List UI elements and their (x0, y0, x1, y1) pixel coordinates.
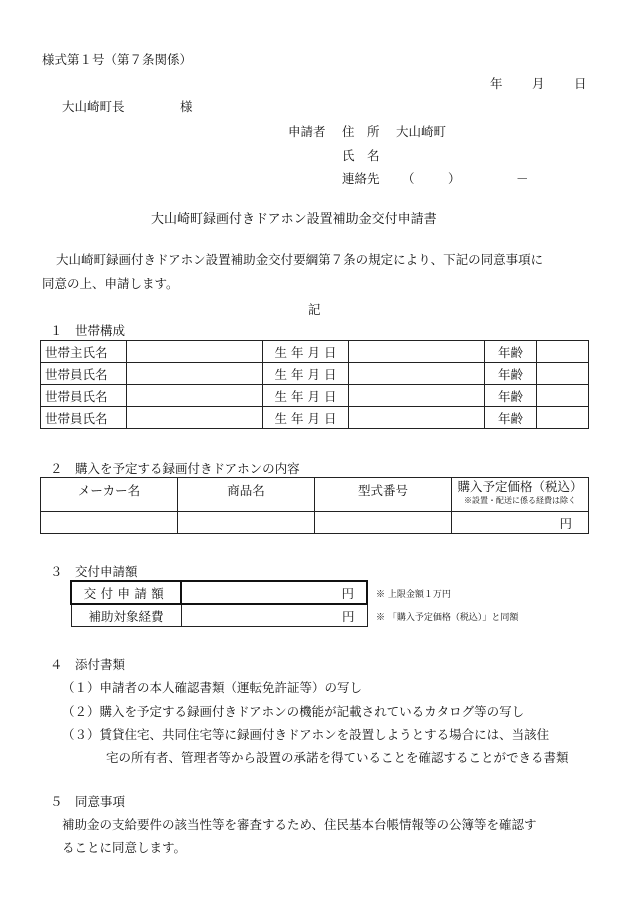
yen-unit: 円 (559, 515, 572, 531)
age-field[interactable] (537, 341, 589, 363)
eligible-cost-unit: 円 (341, 608, 355, 624)
birth-label: 生 年 月 日 (263, 363, 349, 385)
address-value: 大山崎町 (396, 124, 447, 139)
birth-field[interactable] (349, 385, 485, 407)
product-field[interactable] (178, 512, 315, 534)
date-year: 年 (490, 76, 503, 91)
age-label: 年齢 (485, 385, 537, 407)
birth-label: 生 年 月 日 (263, 407, 349, 429)
col-price (452, 478, 589, 512)
consent-line-1: 補助金の支給要件の該当性等を審査するため、住民基本台帳情報等の公簿等を確認す (62, 817, 537, 832)
attachment-item-2: （２）購入を予定する録画付きドアホンの機能が記載されているカタログ等の写し (62, 704, 525, 719)
birth-field[interactable] (349, 407, 485, 429)
model-field[interactable] (315, 512, 452, 534)
addressee-name: 大山崎町長 (62, 99, 125, 114)
col-price-note: ※設置・配送に係る経費は除く (464, 496, 576, 505)
head-name-field[interactable] (127, 341, 263, 363)
eligible-cost-note: ※ 「購入予定価格（税込）」と同額 (376, 613, 519, 623)
age-field[interactable] (537, 385, 589, 407)
age-field[interactable] (537, 407, 589, 429)
col-price-label: 購入予定価格（税込） (457, 479, 583, 494)
birth-field[interactable] (349, 341, 485, 363)
applied-amount-label: 交付申請額 (71, 581, 181, 604)
birth-label: 生 年 月 日 (263, 341, 349, 363)
section2-heading: ２ 購入を予定する録画付きドアホンの内容 (50, 461, 300, 476)
consent-line-2: ることに同意します。 (62, 840, 187, 855)
form-number: 様式第１号（第７条関係） (42, 52, 193, 67)
table-row (41, 478, 589, 512)
birth-label: 生 年 月 日 (263, 385, 349, 407)
age-label: 年齢 (485, 363, 537, 385)
price-field[interactable] (452, 512, 589, 534)
contact-dash: － (516, 171, 529, 186)
maker-field[interactable] (41, 512, 178, 534)
document-title: 大山崎町録画付きドアホン設置補助金交付申請書 (151, 212, 437, 227)
table-row (41, 363, 589, 385)
age-label: 年齢 (485, 341, 537, 363)
section3-heading: ３ 交付申請額 (50, 564, 138, 579)
attachment-item-1: （１）申請者の本人確認書類（運転免許証等）の写し (62, 680, 363, 695)
eligible-cost-label: 補助対象経費 (71, 604, 181, 627)
birth-field[interactable] (349, 363, 485, 385)
contact-label: 連絡先 (342, 171, 380, 186)
household-table (40, 340, 589, 429)
attachment-item-3-line-2: 宅の所有者、管理者等から設置の承諾を得ていることを確認することができる書類 (106, 750, 569, 765)
head-name-label: 世帯主氏名 (41, 341, 127, 363)
age-field[interactable] (537, 363, 589, 385)
member-name-label: 世帯員氏名 (41, 407, 127, 429)
col-product: 商品名 (178, 478, 315, 512)
applied-amount-note: ※ 上限金額１万円 (376, 590, 451, 600)
ki-label: 記 (308, 302, 321, 317)
member-name-field[interactable] (127, 385, 263, 407)
doorphone-table (40, 477, 589, 534)
table-row (71, 604, 367, 627)
table-row (71, 581, 367, 604)
address-label: 住 所 (342, 124, 380, 139)
applied-amount-unit: 円 (341, 585, 354, 601)
section1-heading: １ 世帯構成 (50, 323, 126, 338)
intro-line-1: 大山崎町録画付きドアホン設置補助金交付要綱第７条の規定により、下記の同意事項に (56, 252, 544, 267)
amount-table (70, 580, 368, 627)
table-row (41, 407, 589, 429)
intro-line-2: 同意の上、申請します。 (42, 276, 179, 291)
contact-open-paren: （ (402, 171, 415, 186)
member-name-label: 世帯員氏名 (41, 363, 127, 385)
table-row (41, 341, 589, 363)
name-label: 氏 名 (342, 148, 380, 163)
attachment-item-3-line-1: （３）賃貸住宅、共同住宅等に録画付きドアホンを設置しようとする場合には、当該住 (62, 727, 550, 742)
table-row (41, 512, 589, 534)
addressee-honorific: 様 (180, 99, 193, 114)
member-name-field[interactable] (127, 363, 263, 385)
date-day: 日 (574, 76, 587, 91)
applied-amount-field[interactable] (181, 581, 367, 604)
section4-heading: ４ 添付書類 (50, 657, 126, 672)
applicant-label: 申請者 (288, 124, 326, 139)
contact-close-paren: ） (448, 171, 461, 186)
member-name-field[interactable] (127, 407, 263, 429)
section5-heading: ５ 同意事項 (50, 794, 126, 809)
date-month: 月 (532, 76, 545, 91)
table-row (41, 385, 589, 407)
eligible-cost-field[interactable] (181, 604, 367, 627)
col-model: 型式番号 (315, 478, 452, 512)
age-label: 年齢 (485, 407, 537, 429)
col-maker: メーカー名 (41, 478, 178, 512)
member-name-label: 世帯員氏名 (41, 385, 127, 407)
